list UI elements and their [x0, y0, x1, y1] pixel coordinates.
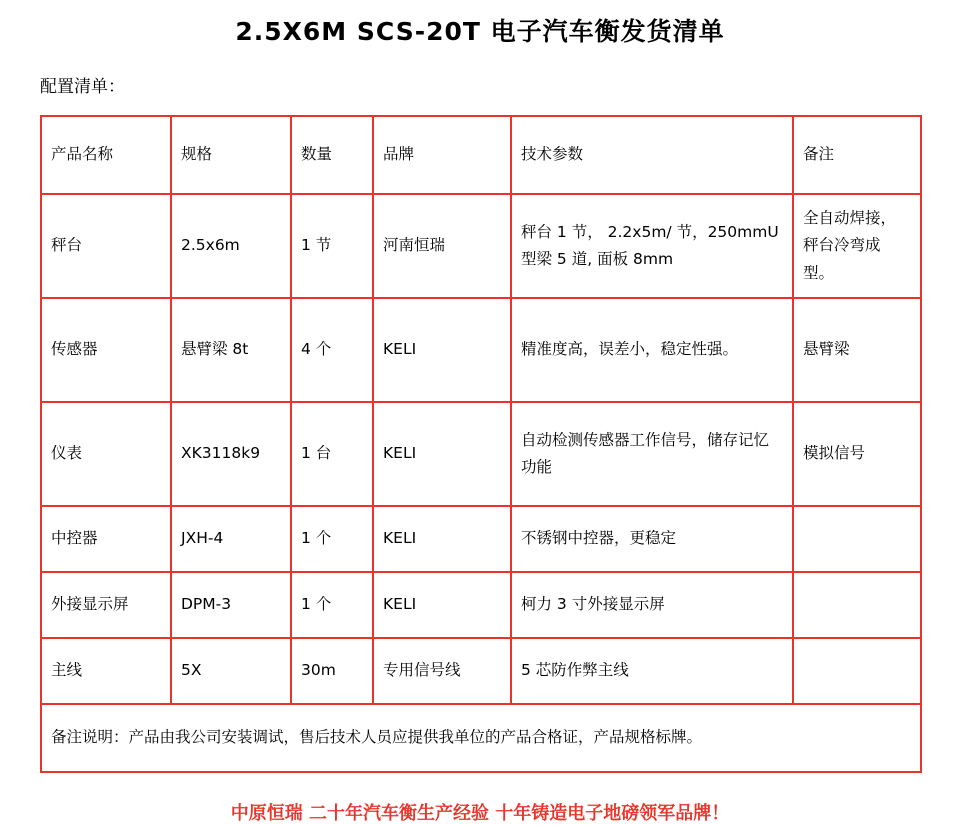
cell-remark: 悬臂梁	[793, 298, 921, 402]
cell-spec: 悬臂梁 8t	[171, 298, 291, 402]
cell-name: 仪表	[41, 402, 171, 506]
column-header-qty: 数量	[291, 116, 373, 194]
cell-params: 柯力 3 寸外接显示屏	[511, 572, 793, 638]
cell-spec: DPM-3	[171, 572, 291, 638]
cell-brand: 专用信号线	[373, 638, 511, 704]
table-row	[41, 194, 921, 298]
cell-qty: 4 个	[291, 298, 373, 402]
marketing-slogan: 中原恒瑞 二十年汽车衡生产经验 十年铸造电子地磅领军品牌！	[230, 803, 730, 824]
cell-spec: 2.5x6m	[171, 194, 291, 298]
cell-brand: KELI	[373, 402, 511, 506]
spec-table-container	[0, 115, 960, 773]
table-row	[41, 298, 921, 402]
cell-remark	[793, 638, 921, 704]
table-row	[41, 638, 921, 704]
cell-remark: 全自动焊接，秤台冷弯成型。	[793, 194, 921, 298]
cell-name: 秤台	[41, 194, 171, 298]
cell-brand: KELI	[373, 506, 511, 572]
spec-table	[40, 115, 922, 773]
cell-name: 中控器	[41, 506, 171, 572]
cell-brand: KELI	[373, 298, 511, 402]
cell-qty: 1 个	[291, 572, 373, 638]
cell-spec: XK3118k9	[171, 402, 291, 506]
cell-footer-note: 备注说明：产品由我公司安装调试，售后技术人员应提供我单位的产品合格证，产品规格标牌。	[41, 704, 921, 772]
table-row	[41, 506, 921, 572]
cell-qty: 1 节	[291, 194, 373, 298]
column-header-remark: 备注	[793, 116, 921, 194]
config-list-label: 配置清单：	[40, 77, 125, 97]
cell-qty: 30m	[291, 638, 373, 704]
cell-qty: 1 个	[291, 506, 373, 572]
cell-remark	[793, 572, 921, 638]
table-header-row	[41, 116, 921, 194]
column-header-spec: 规格	[171, 116, 291, 194]
column-header-params: 技术参数	[511, 116, 793, 194]
cell-spec: 5X	[171, 638, 291, 704]
cell-params: 精准度高，误差小，稳定性强。	[511, 298, 793, 402]
table-footer-row	[41, 704, 921, 772]
column-header-brand: 品牌	[373, 116, 511, 194]
page-title: 2.5X6M SCS-20T 电子汽车衡发货清单	[235, 17, 725, 46]
cell-params: 自动检测传感器工作信号，储存记忆功能	[511, 402, 793, 506]
table-row	[41, 572, 921, 638]
cell-remark: 模拟信号	[793, 402, 921, 506]
cell-spec: JXH-4	[171, 506, 291, 572]
cell-name: 外接显示屏	[41, 572, 171, 638]
cell-params: 不锈钢中控器，更稳定	[511, 506, 793, 572]
cell-name: 主线	[41, 638, 171, 704]
cell-qty: 1 台	[291, 402, 373, 506]
table-row	[41, 402, 921, 506]
cell-remark	[793, 506, 921, 572]
cell-brand: 河南恒瑞	[373, 194, 511, 298]
cell-brand: KELI	[373, 572, 511, 638]
cell-name: 传感器	[41, 298, 171, 402]
cell-params: 秤台 1 节， 2.2x5m/ 节，250mmU 型梁 5 道, 面板 8mm	[511, 194, 793, 298]
cell-params: 5 芯防作弊主线	[511, 638, 793, 704]
column-header-name: 产品名称	[41, 116, 171, 194]
